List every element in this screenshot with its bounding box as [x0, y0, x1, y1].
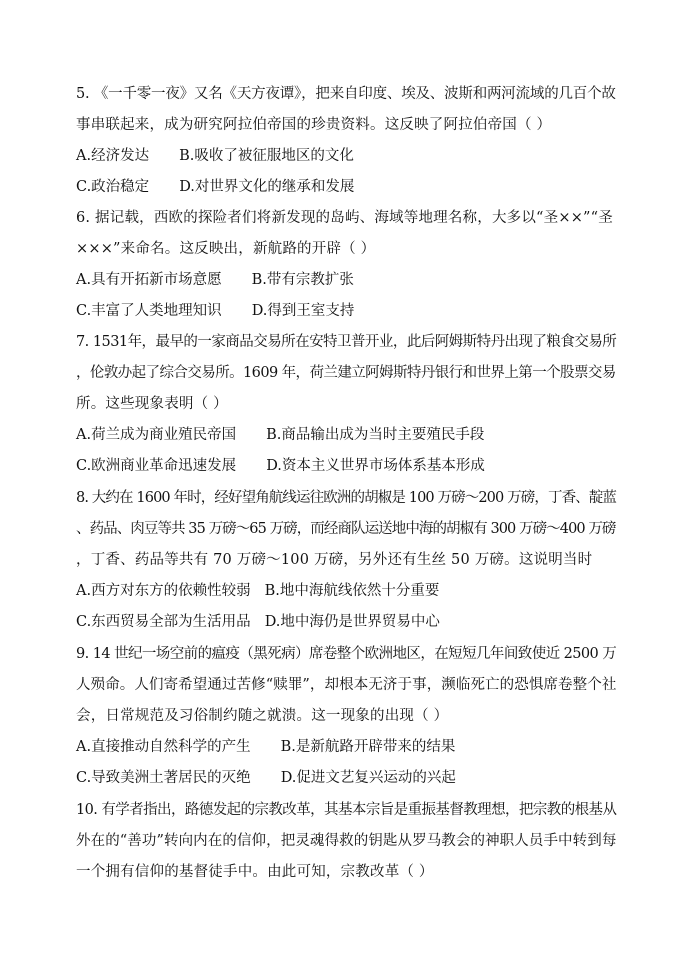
option-d[interactable]: D.对世界文化的继承和发展 — [179, 179, 355, 195]
options-row — [76, 732, 616, 763]
options-row — [76, 763, 616, 794]
option-b[interactable]: B.是新航路开辟带来的结果 — [280, 739, 456, 755]
options-row — [76, 172, 616, 203]
question-text-line: 6. 据记载，西欧的探险者们将新发现的岛屿、海域等地理名称，大多以“圣××”“圣 — [76, 210, 613, 226]
option-d[interactable]: D.得到王室支持 — [251, 303, 355, 319]
question-text-line: ，伦敦办起了综合交易所。1609 年，荷兰建立阿姆斯特丹银行和世界上第一个股票交易 — [76, 365, 616, 381]
option-b[interactable]: B.带有宗教扩张 — [251, 272, 354, 288]
question-9 — [76, 639, 616, 794]
question-10 — [76, 795, 616, 888]
question-6 — [76, 203, 616, 327]
options-row — [76, 141, 616, 172]
question-7 — [76, 327, 616, 482]
question-text-line: 7. 1531年，最早的一家商品交易所在安特卫普开业，此后阿姆斯特丹出现了粮食交易所 — [76, 334, 617, 350]
question-text-line: 一个拥有信仰的基督徒手中。由此可知，宗教改革（ ） — [76, 864, 434, 880]
option-a[interactable]: A.西方对东方的依赖性较弱 — [76, 583, 251, 599]
question-5 — [76, 79, 616, 203]
option-a[interactable]: A.经济发达 — [76, 148, 150, 164]
options-row — [76, 265, 616, 296]
option-c[interactable]: C.东西贸易全部为生活用品 — [76, 614, 251, 630]
question-text-line: 事串联起来，成为研究阿拉伯帝国的珍贵资料。这反映了阿拉伯帝国（ ） — [76, 117, 552, 133]
question-text-line: 会，日常规范及习俗制约随之就溃。这一现象的出现（ ） — [76, 708, 449, 724]
option-b[interactable]: B.商品输出成为当时主要殖民手段 — [266, 427, 485, 443]
option-c[interactable]: C.欧洲商业革命迅速发展 — [76, 458, 237, 474]
question-text-line: 10. 有学者指出，路德发起的宗教改革，其基本宗旨是重振基督教理想，把宗教的根基从 — [76, 802, 617, 818]
option-c[interactable]: C.丰富了人类地理知识 — [76, 303, 222, 319]
question-text-line: 人殒命。人们寄希望通过苦修“赎罪”，却根本无济于事，濒临死亡的恐惧席卷整个社 — [76, 677, 617, 693]
question-text-line: 9. 14 世纪一场空前的瘟疫（黑死病）席卷整个欧洲地区，在短短几年间致使近 2500 万 — [76, 646, 617, 662]
question-text-line: 5. 《一千零一夜》又名《天方夜谭》，把来自印度、埃及、波斯和两河流域的几百个故 — [76, 86, 616, 102]
question-text-line: 、药品、肉豆等共 35 万磅～65 万磅，而经商队运送地中海的胡椒有 300 万磅～400 万磅 — [76, 521, 616, 537]
question-text-line: ×××”来命名。这反映出，新航路的开辟（ ） — [76, 241, 376, 257]
options-row — [76, 296, 616, 327]
option-d[interactable]: D.资本主义世界市场体系基本形成 — [266, 458, 485, 474]
question-8 — [76, 483, 616, 638]
option-b[interactable]: B.地中海航线依然十分重要 — [264, 583, 440, 599]
question-text-line: ，丁香、药品等共有 70 万磅～100 万磅，另外还有生丝 50 万磅。这说明当时 — [76, 552, 593, 568]
option-d[interactable]: D.促进文艺复兴运动的兴起 — [280, 770, 456, 786]
option-a[interactable]: A.直接推动自然科学的产生 — [76, 739, 251, 755]
question-text-line: 外在的“善功”转向内在的信仰，把灵魂得救的钥匙从罗马教会的神职人员手中转到每 — [76, 833, 617, 849]
options-row — [76, 576, 616, 607]
option-a[interactable]: A.荷兰成为商业殖民帝国 — [76, 427, 237, 443]
options-row — [76, 451, 616, 482]
option-c[interactable]: C.导致美洲土著居民的灭绝 — [76, 770, 251, 786]
option-c[interactable]: C.政治稳定 — [76, 179, 150, 195]
option-d[interactable]: D.地中海仍是世界贸易中心 — [264, 614, 440, 630]
option-b[interactable]: B.吸收了被征服地区的文化 — [179, 148, 354, 164]
option-a[interactable]: A.具有开拓新市场意愿 — [76, 272, 222, 288]
question-text-line: 所。这些现象表明（ ） — [76, 396, 228, 412]
options-row — [76, 607, 616, 638]
question-text-line: 8. 大约在 1600 年时，经好望角航线运往欧洲的胡椒是 100 万磅～200 万磅，丁香、靛蓝 — [76, 490, 617, 506]
options-row — [76, 420, 616, 451]
